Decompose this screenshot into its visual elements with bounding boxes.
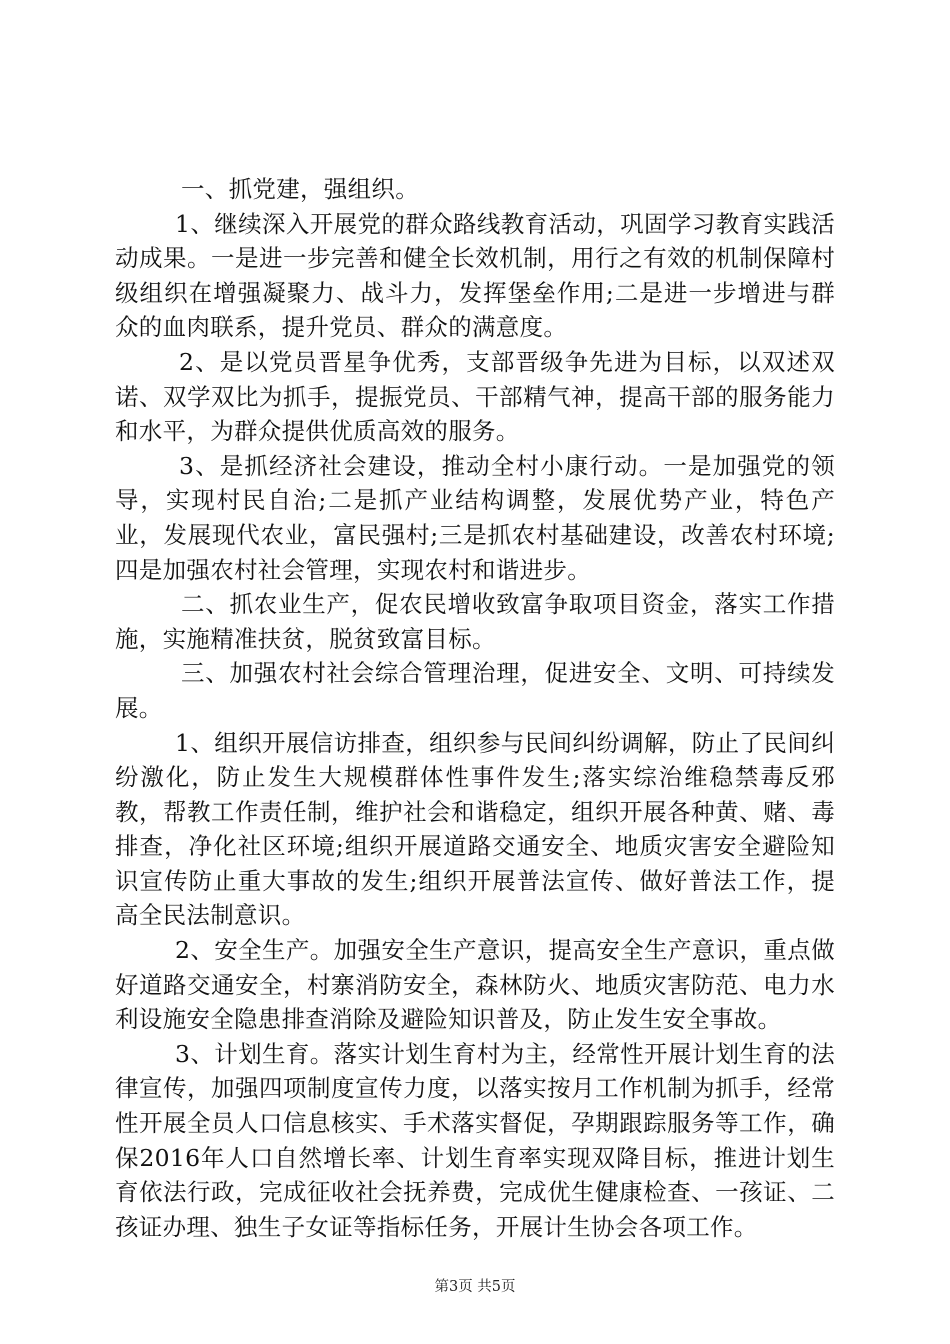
- paragraph-item-1-2: 2、是以党员晋星争优秀，支部晋级争先进为目标，以双述双诺、双学双比为抓手，提振党员、干部精气神，提高干部的服务能力和水平，为群众提供优质高效的服务。: [115, 347, 835, 446]
- section-heading-1: 一、抓党建，强组织。: [181, 175, 419, 203]
- section-heading-3: 三、加强农村社会综合管理治理，促进安全、文明、可持续发展。: [115, 659, 835, 722]
- paragraph-item-1-3: 3、是抓经济社会建设，推动全村小康行动。一是加强党的领导，实现村民自治;二是抓产业结构调整，发展优势产业，特色产业，发展现代农业，富民强村;三是抓农村基础建设，改善农村环境;四是加强农村社会管理，实现农村和谐进步。: [115, 451, 835, 584]
- paragraph-item-3-1: 1、组织开展信访排查，组织参与民间纠纷调解，防止了民间纠纷激化，防止发生大规模群体性事件发生;落实综治维稳禁毒反邪教，帮教工作责任制，维护社会和谐稳定，组织开展各种黄、赌、毒排查，净化社区环境;组织开展道路交通安全、地质灾害安全避险知识宣传防止重大事故的发生;组织开展普法宣传、做好普法工作，提高全民法制意识。: [115, 728, 835, 930]
- paragraph-item-3-3: 3、计划生育。落实计划生育村为主，经常性开展计划生育的法律宣传，加强四项制度宣传力度，以落实按月工作机制为抓手，经常性开展全员人口信息核实、手术落实督促，孕期跟踪服务等工作，确保2016年人口自然增长率、计划生育率实现双降目标，推进计划生育依法行政，完成征收社会抚养费，完成优生健康检查、一孩证、二孩证办理、独生子女证等指标任务，开展计生协会各项工作。: [115, 1039, 835, 1241]
- page-footer: 第3页 共5页: [434, 1279, 516, 1295]
- section-heading-2: 二、抓农业生产，促农民增收致富争取项目资金，落实工作措施，实施精准扶贫，脱贫致富目标。: [115, 590, 835, 653]
- paragraph-item-1-1: 1、继续深入开展党的群众路线教育活动，巩固学习教育实践活动成果。一是进一步完善和健全长效机制，用行之有效的机制保障村级组织在增强凝聚力、战斗力，发挥堡垒作用;二是进一步增进与群众的血肉联系，提升党员、群众的满意度。: [115, 209, 835, 342]
- document-body: [115, 172, 835, 1244]
- paragraph-item-3-2: 2、安全生产。加强安全生产意识，提高安全生产意识，重点做好道路交通安全，村寨消防安全，森林防火、地质灾害防范、电力水利设施安全隐患排查消除及避险知识普及，防止发生安全事故。: [115, 936, 835, 1034]
